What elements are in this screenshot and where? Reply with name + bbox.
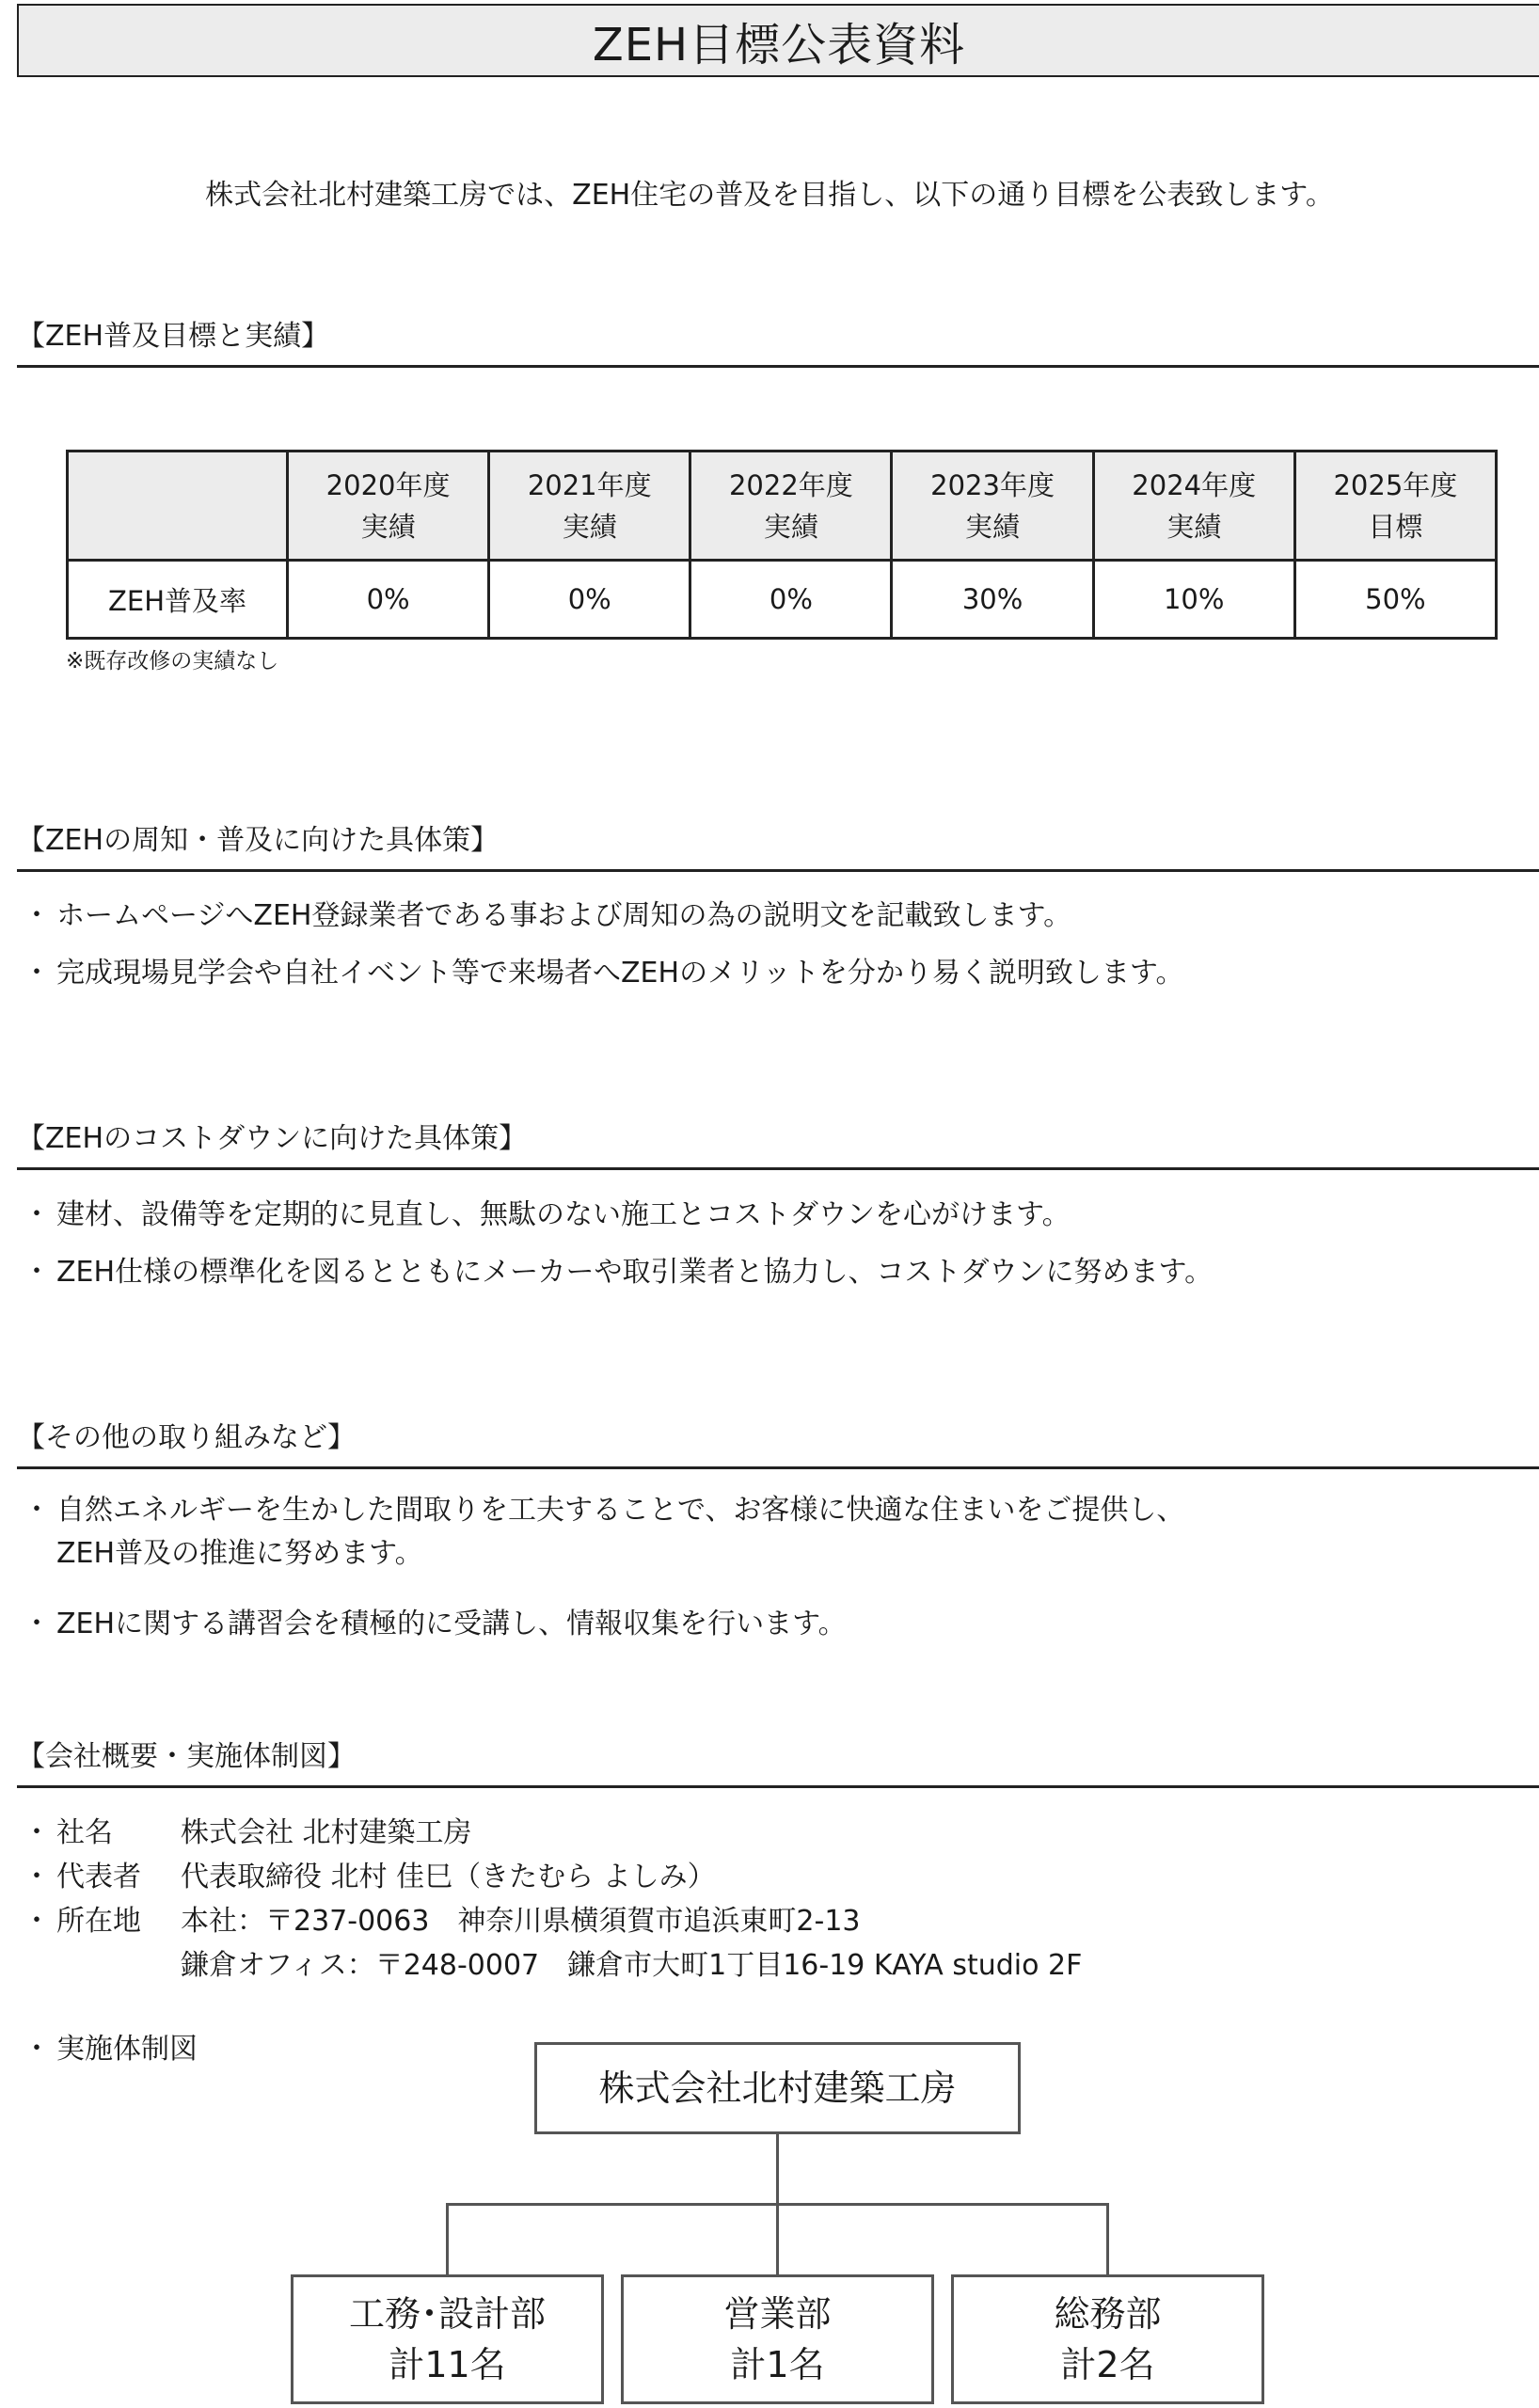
list-item: ・ ZEHに関する講習会を積極的に受講し、情報収集を行います。: [28, 1600, 1515, 1641]
other-list: [28, 1489, 1515, 1641]
org-connector-center: [776, 2203, 779, 2274]
table-header-cell: 2024年度 実績: [1093, 452, 1294, 561]
section-heading-awareness: 【ZEHの周知・普及に向けた具体策】: [17, 816, 1539, 872]
table-header-cell: 2023年度 実績: [892, 452, 1093, 561]
table-cell: 50%: [1294, 561, 1496, 639]
address-head-office: 本社：〒237-0063 神奈川県横須賀市追浜東町2-13: [181, 1905, 861, 1938]
address-kamakura-office: 鎌倉オフィス：〒248-0007 鎌倉市大町1丁目16-19 KAYA studio 2F: [181, 1949, 1083, 1982]
list-item: ・ 建材、設備等を定期的に見直し、無駄のない施工とコストダウンを心がけます。: [28, 1191, 1515, 1232]
table-cell: 0%: [288, 561, 489, 639]
table-header-cell: 2021年度 実績: [489, 452, 690, 561]
company-name-value: 株式会社 北村建築工房: [181, 1816, 472, 1849]
address-row-2: [28, 1943, 1082, 1988]
table-cell: 0%: [690, 561, 892, 639]
table-header-row: [68, 452, 1497, 561]
page-title: ZEH目標公表資料: [592, 18, 966, 71]
table-cell: 0%: [489, 561, 690, 639]
costdown-list: [28, 1191, 1515, 1290]
section-heading-targets: 【ZEH普及目標と実績】: [17, 312, 1539, 368]
org-connector-left: [446, 2203, 449, 2274]
org-top-name: 株式会社北村建築工房: [598, 2067, 957, 2109]
intro-text: 株式会社北村建築工房では、ZEH住宅の普及を目指し、以下の通り目標を公表致します。: [205, 179, 1334, 212]
org-dept-box: [621, 2274, 934, 2404]
org-connector-right: [1106, 2203, 1109, 2274]
org-dept-name: 営業部: [723, 2293, 832, 2335]
list-item: ・ 自然エネルギーを生かした間取りを工夫することで、お客様に快適な住まいをご提供し、 ZEH普及の推進に努めます。: [28, 1489, 1515, 1576]
section-heading-company: 【会社概要・実施体制図】: [17, 1733, 1539, 1788]
company-info: [28, 1811, 1082, 1988]
table-header-cell: 2022年度 実績: [690, 452, 892, 561]
org-top-box: [534, 2042, 1021, 2134]
address-row: [28, 1899, 1082, 1943]
org-chart-label: ・ 実施体制図: [28, 2025, 198, 2067]
org-dept-box: [951, 2274, 1264, 2404]
org-dept-count: 計11名: [389, 2344, 506, 2385]
representative-value: 代表取締役 北村 佳巳（きたむら よしみ）: [181, 1861, 716, 1893]
list-item: ・ ZEH仕様の標準化を図るとともにメーカーや取引業者と協力し、コストダウンに努めます。: [28, 1248, 1515, 1290]
table-row: [68, 561, 1497, 639]
title-bar: [17, 4, 1539, 77]
org-dept-name: 総務部: [1054, 2293, 1162, 2335]
company-name-row: [28, 1811, 1082, 1855]
zeh-target-table: [66, 450, 1498, 640]
awareness-list: [28, 892, 1515, 990]
list-item: ・ ホームページへZEH登録業者である事および周知の為の説明文を記載致します。: [28, 892, 1515, 933]
representative-label: ・ 代表者: [28, 1855, 181, 1899]
table-header-cell: 2020年度 実績: [288, 452, 489, 561]
org-connector-vertical: [776, 2134, 779, 2204]
company-name-label: ・ 社名: [28, 1811, 181, 1855]
org-dept-name: 工務･設計部: [348, 2293, 546, 2335]
org-dept-count: 計1名: [730, 2344, 825, 2385]
table-row-label: ZEH普及率: [68, 561, 288, 639]
table-cell: 30%: [892, 561, 1093, 639]
table-corner-cell: [68, 452, 288, 561]
section-heading-costdown: 【ZEHのコストダウンに向けた具体策】: [17, 1115, 1539, 1170]
table-cell: 10%: [1093, 561, 1294, 639]
list-item: ・ 完成現場見学会や自社イベント等で来場者へZEHのメリットを分かり易く説明致します。: [28, 949, 1515, 990]
org-dept-count: 計2名: [1060, 2344, 1155, 2385]
table-header-cell: 2025年度 目標: [1294, 452, 1496, 561]
table-note: ※既存改修の実績なし: [66, 649, 279, 673]
representative-row: [28, 1855, 1082, 1899]
section-heading-other: 【その他の取り組みなど】: [17, 1414, 1539, 1469]
org-dept-box: [291, 2274, 604, 2404]
address-label: ・ 所在地: [28, 1899, 181, 1943]
